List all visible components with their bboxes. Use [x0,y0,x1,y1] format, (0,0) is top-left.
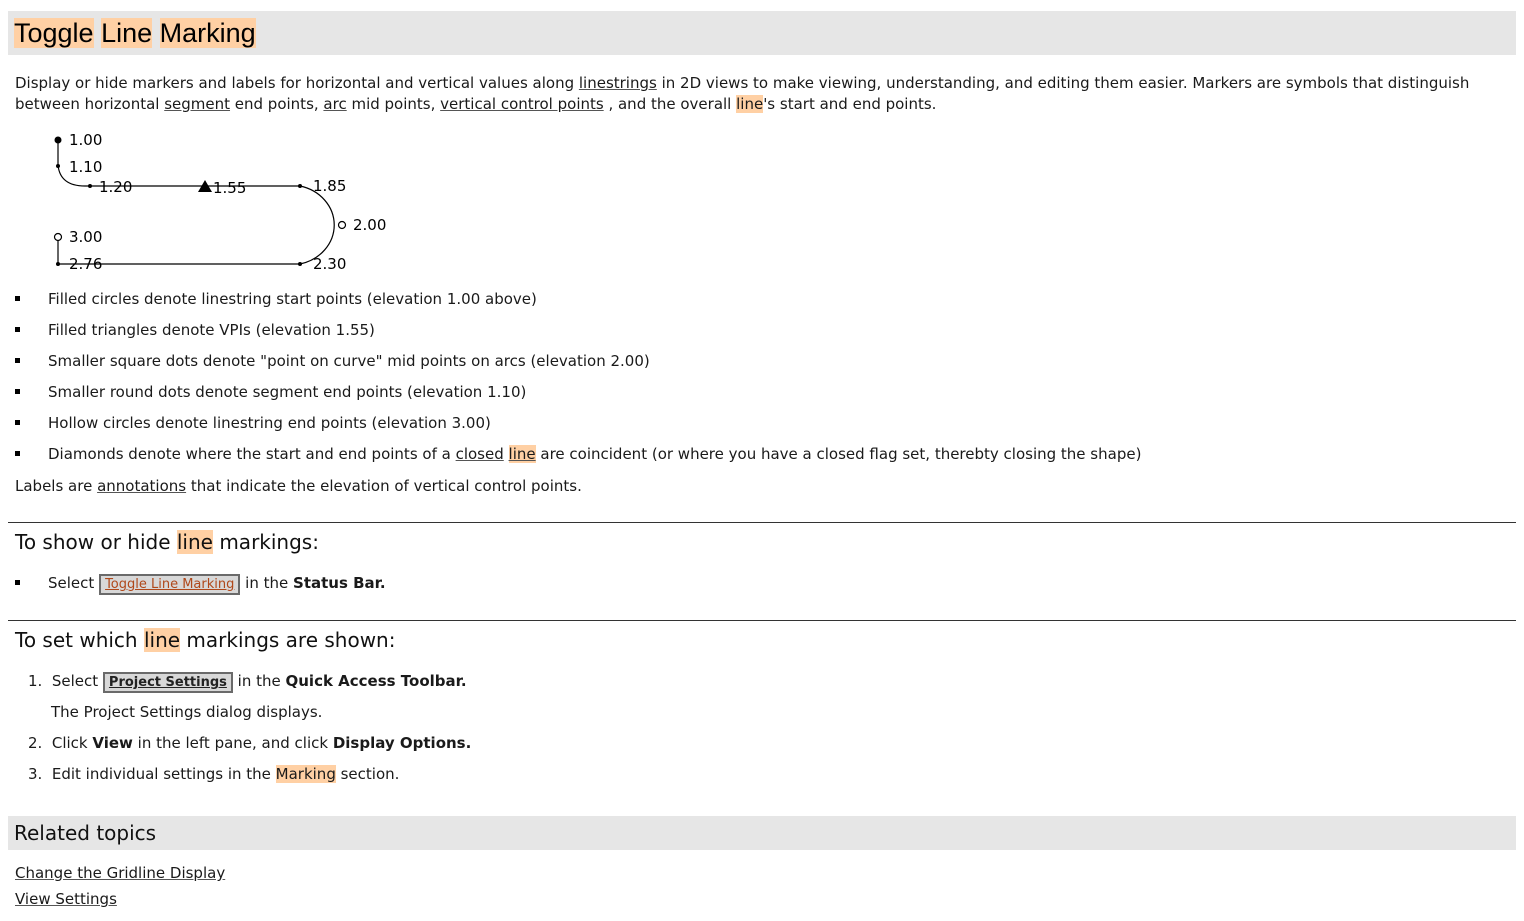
list-item [15,382,526,402]
section-divider [8,620,1516,621]
labels-text-1: Labels are [15,477,98,495]
quick-access-toolbar-ref: Quick Access Toolbar. [285,672,467,690]
bullet-text: Diamonds denote where the start and end points of a [48,445,456,463]
step-number: 3. [28,765,43,783]
bullet-text: are coincident (or where you have a closed flag set, therebty closing the shape) [535,445,1142,463]
step-number: 1. [28,672,43,690]
step-3 [28,764,399,784]
step-text: Select [51,672,99,690]
label-2-00: 2.00 [353,216,387,234]
line-marking-diagram [40,130,400,278]
step-text: in the [245,574,289,592]
highlight-line: line [736,95,764,113]
step-text: Click [51,734,93,752]
heading-highlight: line [143,628,181,652]
link-annotations[interactable]: annotations [97,477,187,495]
intro-text-4: mid points, [346,95,441,113]
bullet-square-icon [15,358,20,363]
step-text: section. [335,765,400,783]
section-heading-show-hide [15,529,319,555]
heading-text: markings: [212,530,319,554]
step-text: Edit individual settings in the [51,765,276,783]
link-segment[interactable]: segment [164,95,231,113]
list-item [15,289,537,309]
related-link-container [15,889,117,909]
bullet-text: Filled circles denote linestring start points (elevation 1.00 above) [48,290,537,308]
related-link-container [15,863,225,883]
list-item [15,351,650,371]
title-band [8,11,1516,55]
link-view-settings[interactable]: View Settings [15,890,117,908]
project-settings-button[interactable]: Project Settings [103,672,233,693]
section-heading-set-markings [15,627,395,653]
link-line[interactable]: line [508,445,536,463]
bullet-square-icon [15,451,20,456]
step-number: 2. [28,734,43,752]
list-item [15,573,386,595]
labels-text-2: that indicate the elevation of vertical control points. [186,477,582,495]
status-bar-ref: Status Bar. [293,574,386,592]
bullet-text: Smaller square dots denote "point on curve" mid points on arcs (elevation 2.00) [48,352,650,370]
list-item [15,413,491,433]
segment-end-marker [88,184,92,188]
step-text: in the [237,672,281,690]
page-title [14,17,256,49]
bullet-text: Hollow circles denote linestring end points (elevation 3.00) [48,414,491,432]
labels-paragraph [15,476,1505,497]
arc-mid-marker [339,222,346,229]
label-2-30: 2.30 [313,255,347,273]
heading-highlight: line [176,530,213,554]
bullet-square-icon [15,296,20,301]
bullet-square-icon [15,327,20,332]
intro-text-3: end points, [230,95,324,113]
link-closed[interactable]: closed [455,445,504,463]
end-point-marker [55,234,62,241]
link-vertical-control-points[interactable]: vertical control points [440,95,604,113]
segment-end-marker [56,164,60,168]
link-change-gridline-display[interactable]: Change the Gridline Display [15,864,226,882]
label-1-00: 1.00 [69,131,103,149]
heading-text: To show or hide [15,530,177,554]
title-word-2: Line [101,18,153,48]
intro-paragraph [15,73,1505,115]
intro-text-5: , and the overall [603,95,737,113]
label-1-10: 1.10 [69,158,103,176]
label-1-85: 1.85 [313,177,347,195]
link-arc[interactable]: arc [323,95,347,113]
step-1-note: The Project Settings dialog displays. [51,703,323,721]
intro-text-1: Display or hide markers and labels for horizontal and vertical values along [15,74,579,92]
step-text: in the left pane, and click [132,734,333,752]
label-1-20: 1.20 [99,178,133,196]
bullet-text: Smaller round dots denote segment end points (elevation 1.10) [48,383,527,401]
intro-text-2: in 2D views to make viewing, understanding, and editing them easier. Markers are symbols that distinguish between horizontal [15,74,1470,113]
display-options-ref: Display Options. [332,734,472,752]
bullet-text: Filled triangles denote VPIs (elevation 1.55) [48,321,375,339]
heading-text: markings are shown: [180,628,396,652]
heading-text: To set which [15,628,144,652]
bullet-square-icon [15,389,20,394]
title-word-3: Marking [159,18,256,48]
bullet-square-icon [15,580,20,585]
intro-text-6: 's start and end points. [763,95,937,113]
label-1-55: 1.55 [213,179,247,197]
view-ref: View [92,734,133,752]
toggle-line-marking-button[interactable]: Toggle Line Marking [99,574,240,595]
list-item [15,320,375,340]
step-2 [28,733,471,753]
bullet-square-icon [15,420,20,425]
related-topics-title: Related topics [14,821,157,845]
list-item [15,444,1141,464]
marking-highlight: Marking [275,765,336,783]
section-divider [8,522,1516,523]
link-linestrings[interactable]: linestrings [578,74,657,92]
related-topics-band [8,816,1516,850]
segment-end-marker [298,184,302,188]
segment-end-marker [56,262,60,266]
start-point-marker [55,137,62,144]
title-word-1: Toggle [14,18,94,48]
label-2-76: 2.76 [69,255,103,273]
step-text: Select [48,574,95,592]
label-3-00: 3.00 [69,228,103,246]
segment-end-marker [298,262,302,266]
step-1 [28,671,467,693]
